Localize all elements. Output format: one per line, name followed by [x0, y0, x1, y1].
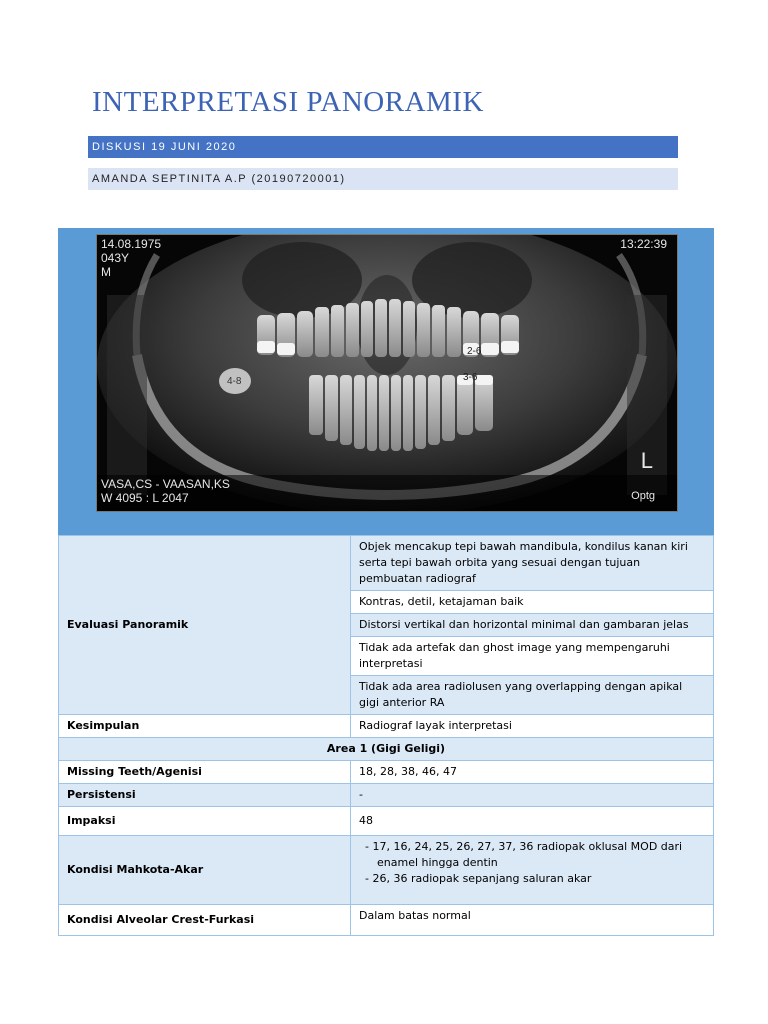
xray-drawing	[97, 235, 677, 511]
xray-window-level: VASA,CS - VAASAN,KS W 4095 : L 2047	[101, 477, 230, 505]
evaluation-table	[58, 535, 714, 936]
xray-mode: Optg	[631, 490, 655, 502]
page-title: INTERPRETASI PANORAMIK	[92, 86, 484, 118]
missing-label: Missing Teeth/Agenisi	[59, 761, 351, 784]
impaksi-label: Impaksi	[59, 807, 351, 836]
xray-time: 13:22:39	[620, 237, 667, 251]
name-band: AMANDA SEPTINITA A.P (20190720001)	[88, 168, 678, 190]
alveolar-value: Dalam batas normal	[351, 905, 714, 936]
evaluasi-item-1: Objek mencakup tepi bawah mandibula, kondilus kanan kiri serta tepi bawah orbita yang sesuai dengan tujuan pembuatan radiograf	[351, 536, 714, 591]
image-cell	[58, 228, 714, 535]
area-title: Area 1 (Gigi Geligi)	[59, 738, 714, 761]
alveolar-label: Kondisi Alveolar Crest-Furkasi	[59, 905, 351, 936]
evaluasi-item-4: Tidak ada artefak dan ghost image yang mempengaruhi interpretasi	[351, 637, 714, 676]
evaluasi-item-2: Kontras, detil, ketajaman baik	[351, 591, 714, 614]
mahkota-value	[351, 836, 714, 905]
mahkota-label: Kondisi Mahkota-Akar	[59, 836, 351, 905]
report-table	[58, 228, 714, 936]
persistensi-value: -	[351, 784, 714, 807]
mahkota-item-2: - 26, 36 radiopak sepanjang saluran akar	[365, 872, 592, 885]
kesimpulan-value: Radiograf layak interpretasi	[351, 715, 714, 738]
evaluasi-label: Evaluasi Panoramik	[59, 536, 351, 715]
evaluasi-item-3: Distorsi vertikal dan horizontal minimal dan gambaran jelas	[351, 614, 714, 637]
xray-patient-info: 14.08.1975 043Y M	[101, 237, 162, 279]
evaluasi-item-5: Tidak ada area radiolusen yang overlapping dengan apikal gigi anterior RA	[351, 676, 714, 715]
impaksi-value: 48	[351, 807, 714, 836]
xray-side-marker: L	[640, 448, 653, 473]
mahkota-item-1: - 17, 16, 24, 25, 26, 27, 37, 36 radiopak oklusal MOD dari enamel hingga dentin	[365, 840, 683, 869]
kesimpulan-label: Kesimpulan	[59, 715, 351, 738]
xray-tooth-label-48: 4-8	[227, 376, 242, 387]
persistensi-label: Persistensi	[59, 784, 351, 807]
panoramic-xray-image	[96, 234, 678, 512]
date-band: DISKUSI 19 JUNI 2020	[88, 136, 678, 158]
xray-tooth-label-36: 3-6	[463, 372, 478, 383]
xray-tooth-label-26: 2-6	[467, 346, 482, 357]
missing-value: 18, 28, 38, 46, 47	[351, 761, 714, 784]
